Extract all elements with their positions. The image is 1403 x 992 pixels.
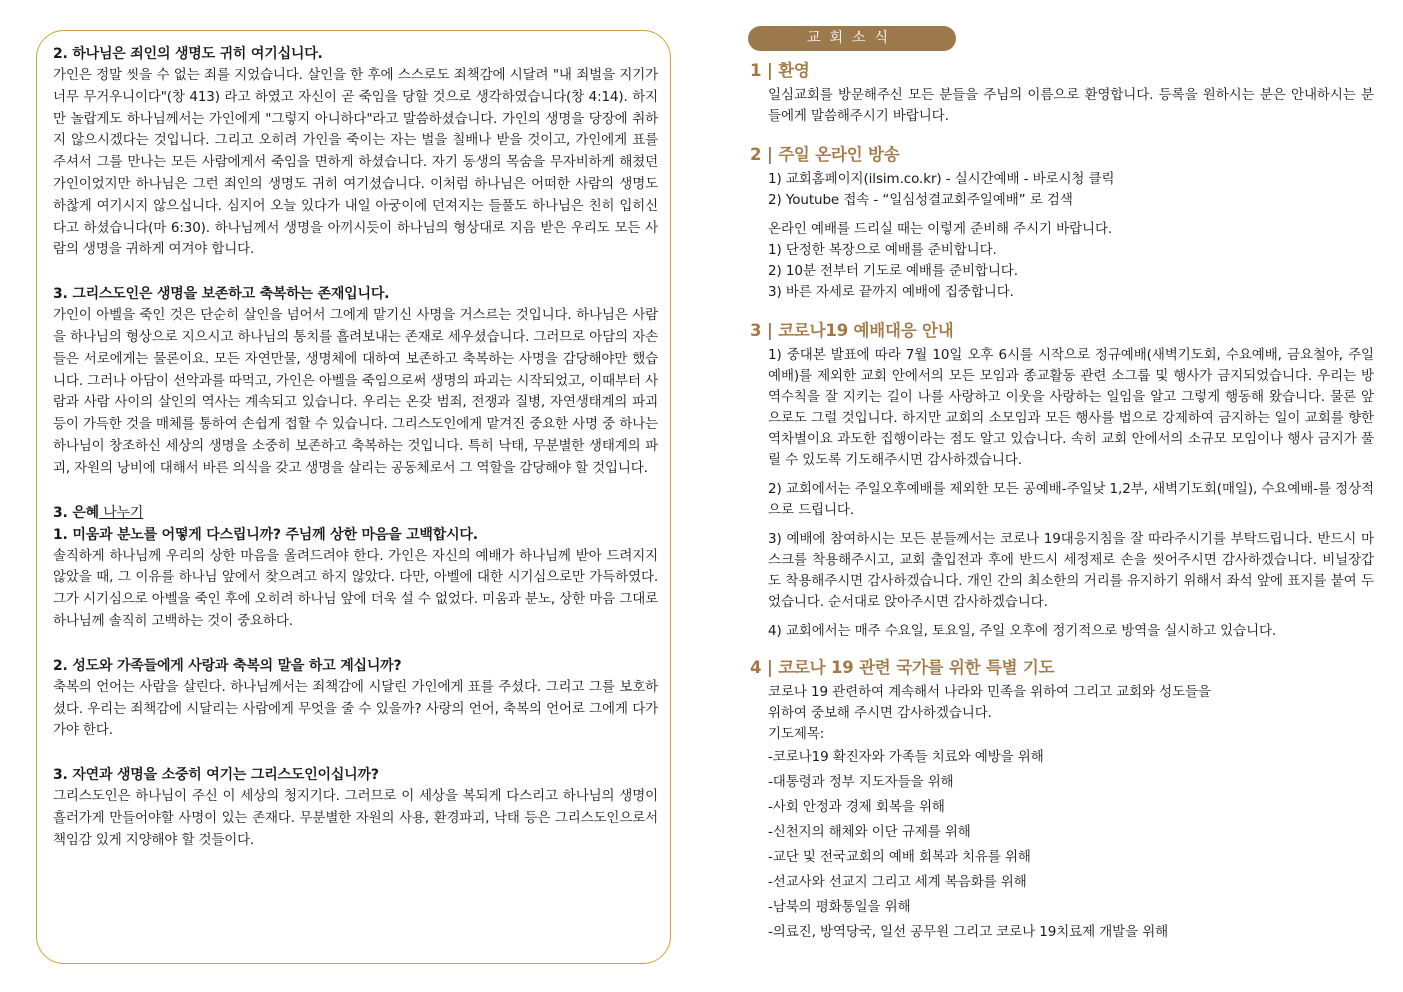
prayer-item: -사회 안정과 경제 회복을 위해 (768, 799, 945, 815)
section-2-title: 2. 하나님은 죄인의 생명도 귀히 여기십니다. (53, 46, 323, 62)
broadcast-line-2: 2) Youtube 접속 - “일심성결교회주일예배” 로 검색 (768, 192, 1073, 208)
prayer-item: -의료진, 방역당국, 일선 공무원 그리고 코로나 19치료제 개발을 위해 (768, 924, 1169, 940)
section-3-body: 가인이 아벨을 죽인 것은 단순히 살인을 넘어서 그에게 맡기신 사명을 거스르는 것입니다. 하나님은 사람을 하나님의 형상으로 지으시고 하나님의 통치를 흘려보내는 존재로 세우셨습니다. 그러므로 아담의 자손들은 서로에게는 물론이요. 모든 자연만물, 생명체에 대하여 보존하고 축복하는 사명을 감당해야만 했습니다. 그러나 아담이 선악과를 따먹고, 가인은 아벨을 죽임으로써 생명의 파괴는 시작되었고, 이때부터 사람과 사람 사이의 살인의 역사는 계속되고 있습니다. 우리는 온갖 범죄, 전쟁과 질병, 자연생태계의 파괴 등이 가득한 것을 매체를 통하여 손쉽게 접할 수 있습니다. 그리스도인에게 맡겨진 중요한 사명 중 하나는 하나님이 창조하신 세상의 생명을 소중히 보존하고 축복하는 것입니다. 특히 낙태, 무분별한 생태계의 파괴, 자원의 낭비에 대해서 바른 의식을 갖고 생명을 살리는 공동체로서 그 역할을 감당해야 할 것입니다. (53, 307, 658, 476)
sermon-panel (36, 30, 671, 964)
share-heading (53, 502, 658, 524)
prayer-item: -교단 및 전국교회의 예배 회복과 치유를 위해 (768, 849, 1031, 865)
broadcast-line-5: 2) 10분 전부터 기도로 예배를 준비합니다. (768, 263, 1018, 279)
church-news-header: 교회소식 (748, 26, 956, 51)
prayer-intro-1: 코로나 19 관련하여 계속해서 나라와 민족을 위하여 그리고 교회와 성도들을 (768, 684, 1211, 700)
broadcast-line-3: 온라인 예배를 드리실 때는 이렇게 준비해 주시기 바랍니다. (768, 221, 1113, 237)
prayer-intro-2: 위하여 중보해 주시면 감사하겠습니다. (768, 705, 992, 721)
prayer-item: -대통령과 정부 지도자들을 위해 (768, 774, 954, 790)
news-3-title: 3 | 코로나19 예배대응 안내 (750, 321, 954, 340)
question-3-body: 그리스도인은 하나님이 주신 이 세상의 청지기다. 그러므로 이 세상을 복되게 다스리고 하나님의 생명이 흘러가게 만들어야할 사명이 있는 존재다. 무분별한 자원의 사용, 환경파괴, 낙태 등은 그리스도인으로서 책임감 있게 지양해야 할 것들이다. (53, 788, 658, 848)
covid-notice-1: 1) 중대본 발표에 따라 7월 10일 오후 6시를 시작으로 정규예배(새벽기도회, 수요예배, 금요철야, 주일예배)를 제외한 교회 안에서의 모든 모임과 종교활동 관련 소그룹 및 행사가 금지되었습니다. 우리는 방역수칙을 잘 지키는 길이 나를 사랑하고 이웃을 사랑하는 일임을 알고 그렇게 행동해 왔습니다. 물론 앞으로도 그럴 것입니다. 하지만 교회의 소모임과 모든 행사를 법으로 강제하여 금지하는 일이 교회를 향한 역차별이요 과도한 집행이라는 점도 알고 있습니다. 속히 교회 안에서의 소규모 모임이나 행사 금지가 풀릴 수 있도록 기도해주시면 감사하겠습니다. (768, 347, 1374, 468)
section-3-title: 3. 그리스도인은 생명을 보존하고 축복하는 존재입니다. (53, 286, 390, 303)
news-4-title: 4 | 코로나 19 관련 국가를 위한 특별 기도 (750, 658, 1055, 677)
covid-notice-3: 3) 예배에 참여하시는 모든 분들께서는 코로나 19대응지침을 잘 따라주시기를 부탁드립니다. 반드시 마스크를 착용해주시고, 교회 출입전과 후에 반드시 세정제로 손을 씻어주시면 감사하겠습니다. 비닐장갑도 착용해주시면 감사하겠습니다. 개인 간의 최소한의 거리를 유지하기 위해서 좌석 앞에 표지를 붙여 두었습니다. 순서대로 앉아주시면 감사하겠습니다. (768, 531, 1374, 610)
question-3-title: 3. 자연과 생명을 소중히 여기는 그리스도인이십니까? (53, 767, 379, 784)
welcome-text: 일심교회를 방문해주신 모든 분들을 주님의 이름으로 환영합니다. 등록을 원하시는 분은 안내하시는 분들에게 말씀해주시기 바랍니다. (768, 87, 1374, 124)
church-news-panel (748, 26, 1374, 945)
prayer-item: -코로나19 확진자와 가족들 치료와 예방을 위해 (768, 749, 1044, 765)
question-1-body: 솔직하게 하나님께 우리의 상한 마음을 올려드려야 한다. 가인은 자신의 예배가 하나님께 받아 드려지지 않았을 때, 그 이유를 하나님 앞에서 찾으려고 하지 않았다. 다만, 아벨에 대한 시기심으로만 가득하였다. 그가 시기심으로 아벨을 죽인 후에 오히려 하나님 앞에 더욱 설 수 없었다. 미움과 분노, 상한 마음 그대로 하나님께 솔직히 고백하는 것이 중요하다. (53, 547, 658, 629)
news-2-title: 2 | 주일 온라인 방송 (750, 145, 900, 164)
question-2-body: 축복의 언어는 사람을 살린다. 하나님께서는 죄책감에 시달린 가인에게 표를 주셨다. 그리고 그를 보호하셨다. 우리는 죄책감에 시달리는 사람에게 무엇을 줄 수 있을까? 사랑의 언어, 축복의 언어로 그에게 다가가야 한다. (53, 678, 658, 739)
news-1-body (768, 85, 1374, 127)
broadcast-line-4: 1) 단정한 복장으로 예배를 준비합니다. (768, 242, 997, 258)
question-2-title: 2. 성도와 가족들에게 사랑과 축복의 말을 하고 계십니까? (53, 657, 402, 674)
prayer-item: -선교사와 선교지 그리고 세계 복음화를 위해 (768, 874, 1027, 890)
broadcast-line-1: 1) 교회홈페이지(ilsim.co.kr) - 실시간예배 - 바로시청 클릭 (768, 171, 1115, 187)
covid-notice-4: 4) 교회에서는 매주 수요일, 토요일, 주일 오후에 정기적으로 방역을 실시하고 있습니다. (768, 623, 1277, 639)
prayer-list (768, 745, 1374, 945)
prayer-item: -남북의 평화통일을 위해 (768, 899, 911, 915)
prayer-item: -신천지의 해체와 이단 규제를 위해 (768, 824, 971, 840)
broadcast-line-6: 3) 바른 자세로 끝까지 예배에 집중합니다. (768, 284, 1014, 300)
question-1-title: 1. 미움과 분노를 어떻게 다스립니까? 주님께 상한 마음을 고백합시다. (53, 526, 478, 543)
share-heading-label: 나누기 (98, 504, 144, 521)
section-2-body: 가인은 정말 씻을 수 없는 죄를 지었습니다. 살인을 한 후에 스스로도 죄책감에 시달려 "내 죄벌을 지기가 너무 무거우니이다"(창 413) 라고 하였고 자신이 곧 죽임을 당할 것으로 생각하였습니다(창 4:14). 하지만 놀랍게도 하나님께서는 가인에게 "그렇지 아니하다"라고 말씀하셨습니다. 가인의 생명을 당장에 취하지 않으시겠다는 것입니다. 그리고 오히려 가인을 죽이는 자는 벌을 칠배나 받을 것이고, 가인에게 표를 주셔서 그를 만나는 모든 사람에게서 죽임을 면하게 하셨습니다. 자기 동생의 목숨을 무자비하게 해쳤던 가인이었지만 하나님은 그런 죄인의 생명도 귀히 여기셨습니다. 이처럼 하나님은 어떠한 사람의 생명도 하찮게 여기시지 않으십니다. 심지어 오늘 있다가 내일 아궁이에 던져지는 들풀도 하나님은 친히 입히신다고 하셨습니다(마 6:30). 하나님께서 생명을 아끼시듯이 하나님의 형상대로 지음 받은 우리도 모든 사람의 생명을 귀하게 여겨야 합니다. (53, 67, 658, 258)
news-1-title: 1 | 환영 (750, 61, 810, 80)
prayer-topics-label: 기도제목: (768, 726, 825, 742)
share-heading-num: 3. 은혜 (53, 504, 99, 521)
news-2-body (768, 169, 1374, 303)
covid-notice-2: 2) 교회에서는 주일오후예배를 제외한 모든 공예배-주일낮 1,2부, 새벽기도회(매일), 수요예배-를 정상적으로 드립니다. (768, 481, 1374, 518)
news-3-body (768, 345, 1374, 642)
news-4-body (768, 682, 1374, 945)
